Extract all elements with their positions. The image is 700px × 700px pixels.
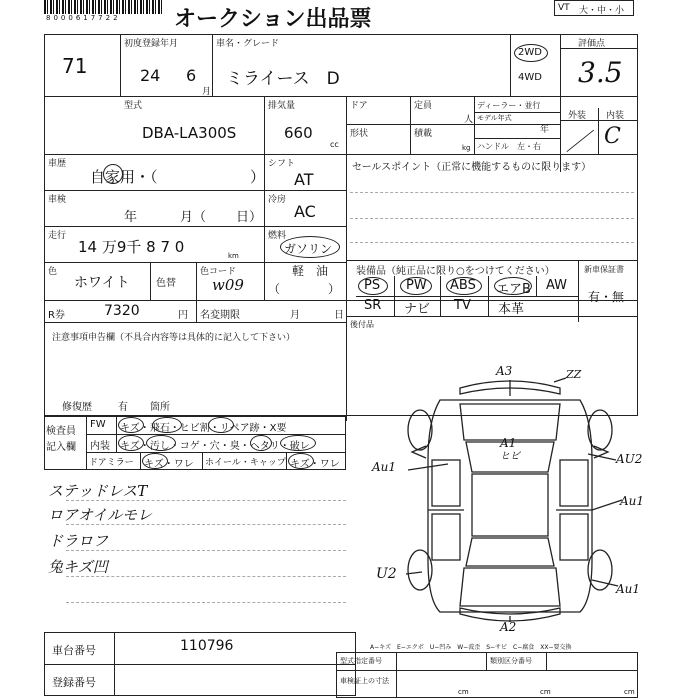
mark-right-lower: Au1 (616, 582, 641, 596)
grade-ext-label: 外装 (568, 111, 587, 121)
drive-4wd: 4WD (518, 72, 542, 83)
shift-label: シフト (268, 159, 296, 169)
fw-chip-circle (152, 417, 182, 433)
wheel-scratch-circle (288, 453, 314, 469)
repair-count: 箇所 (150, 402, 170, 413)
model-name: ミライース D (226, 69, 340, 89)
dimension-cm-1: cm (458, 688, 469, 696)
equip-ps: PS (364, 278, 381, 293)
dimension-cm-2: cm (540, 688, 551, 696)
handwritten-note-4: 兔キズ凹 (48, 558, 108, 576)
aircon-label: 冷房 (268, 195, 287, 205)
page-title: オークション出品票 (174, 7, 372, 32)
shape-label: 形状 (350, 129, 369, 139)
door-label: ドア (350, 101, 368, 111)
equip-aw: AW (546, 278, 568, 293)
inspector-label-top: 検査員 (46, 426, 76, 437)
size-options: 大・中・小 (579, 6, 625, 16)
name-change-label: 名変期限 (200, 310, 240, 321)
dimension-cm-3: cm (624, 688, 635, 696)
inspection-month: 月（ (180, 210, 207, 225)
score-value: 3.5 (578, 56, 623, 89)
equip-airbag: エアB (496, 282, 531, 297)
mirror-scratch-circle (142, 453, 168, 469)
mark-bottom: A2 (500, 620, 517, 634)
type-value: DBA-LA300S (142, 124, 237, 142)
damage-legend: A−キズ E−エクボ U−凹み W−波歪 S−サビ C−腐食 XX−要交換 (370, 644, 572, 651)
manufacturer-label: 型式指定番号 (340, 657, 382, 665)
sales-point-label: セールスポイント（正常に機能するものに限ります） (352, 162, 592, 173)
grade-int-label: 内装 (606, 111, 625, 121)
mark-hood: A1 (500, 436, 517, 450)
recycle-unit: 円 (178, 310, 188, 321)
registration-label: 初度登録年月 (124, 39, 179, 49)
mark-right-mid: Au1 (620, 494, 645, 508)
recycle-value: 7320 (104, 303, 140, 319)
registration-month-unit: 月 (202, 87, 212, 97)
fuel-gasoline: ガソリン (284, 242, 333, 256)
recycle-label: R券 (48, 310, 65, 321)
barcode (44, 0, 164, 22)
dimension-label: 車検証上の寸法 (340, 677, 389, 685)
after-market-label: 後付品 (350, 320, 374, 329)
inspector-mirror-key: ドアミラー (89, 458, 134, 468)
name-change-month: 月 (290, 310, 300, 321)
new-warranty-value: 有・無 (588, 290, 625, 304)
interior-scratch-circle (118, 435, 144, 451)
grade-int-value: C (604, 124, 621, 149)
mark-windshield: ヒビ (500, 451, 520, 462)
registration-year: 24 (140, 66, 161, 85)
mark-top: A3 (496, 364, 513, 378)
displacement-label: 排気量 (268, 101, 296, 111)
handle-label: ハンドル 左・右 (477, 142, 541, 151)
equip-pw-circle (400, 277, 432, 295)
inspector-mirror-text: キズ・ワレ (144, 459, 194, 470)
history-label: 車歴 (48, 159, 67, 169)
repair-label: 修復歴 (62, 402, 92, 413)
equip-abs-circle (446, 277, 482, 295)
mark-right-upper: AU2 (616, 452, 643, 466)
fuel-paren: （ ） (268, 282, 341, 296)
color-code-value: w09 (212, 276, 244, 294)
interior-wear-circle (280, 435, 316, 451)
fuel-diesel: 軽 油 (292, 264, 329, 278)
displacement-value: 660 (284, 124, 313, 142)
fw-scratch-circle (118, 417, 144, 433)
barcode-digits: 8000617722 (46, 14, 121, 22)
lot-number: 71 (62, 54, 88, 78)
equip-ps-circle (358, 277, 388, 295)
equip-airbag-circle (494, 277, 532, 295)
mark-left: Au1 (372, 460, 397, 474)
type-label: 型式 (124, 101, 143, 111)
repair-value: 有 (118, 402, 128, 413)
frame-number-value: 110796 (180, 638, 234, 654)
inspector-fw-text: キズ・飛石・ヒビ割・リペア跡・X要 (120, 423, 287, 434)
size-selector (554, 0, 634, 16)
model-year-unit: 年 (540, 125, 550, 135)
shift-value: AT (294, 170, 314, 189)
score-label: 評価点 (578, 39, 606, 49)
inspection-day: 日） (236, 210, 263, 225)
handwritten-note-2: ロアオイルモレ (48, 506, 153, 524)
registration-number-label: 登録番号 (52, 676, 96, 689)
inspector-interior-text: キズ・汚し・コゲ・穴・臭・ヘタリ・破レ (120, 441, 310, 452)
equip-abs: ABS (450, 278, 476, 293)
handwritten-note-1: ステッドレスT (48, 482, 148, 500)
capacity-label: 定員 (414, 101, 433, 111)
capacity-unit: 人 (464, 115, 474, 125)
registration-month: 6 (186, 66, 197, 85)
model-year-label: モデル年式 (477, 114, 512, 122)
equip-pw: PW (406, 278, 427, 293)
mileage-unit: km (228, 252, 239, 260)
fw-crack-circle (208, 417, 234, 433)
equip-tv: TV (454, 298, 471, 313)
history-circle (103, 164, 123, 184)
fuel-label: 燃料 (268, 231, 287, 241)
interior-dirt-circle (146, 435, 176, 451)
notes-label: 注意事項申告欄（不具合内容等は具体的に記入して下さい） (52, 333, 296, 343)
name-change-day: 日 (334, 310, 344, 321)
mark-top-right: ZZ (566, 368, 582, 381)
equip-sr: SR (364, 298, 382, 313)
color-code-label: 色コード (200, 267, 237, 277)
inspection-year: 年 (124, 210, 138, 225)
fuel-circle (280, 236, 340, 258)
car-damage-diagram (360, 360, 650, 640)
color-label: 色 (48, 267, 58, 277)
interior-smell-circle (250, 435, 272, 451)
color-value: ホワイト (74, 275, 130, 291)
history-close: ） (250, 168, 266, 186)
inspection-label: 車検 (48, 195, 67, 205)
drive-2wd: 2WD (518, 47, 542, 58)
frame-number-label: 車台番号 (52, 644, 96, 657)
equip-navi: ナビ (404, 302, 431, 317)
equip-leather: 本革 (498, 302, 525, 317)
grade-ext-value: ／ (566, 128, 590, 156)
inspector-interior-key: 内装 (90, 441, 110, 452)
dealer-label: ディーラー・並行 (477, 101, 541, 110)
equipment-label: 装備品（純正品に限り○をつけてください） (356, 266, 555, 277)
load-label: 積載 (414, 129, 433, 139)
inspector-label-bottom: 記入欄 (46, 442, 76, 453)
model-label: 車名・グレード (216, 39, 280, 49)
inspector-wheel-key: ホイール・キャップ (205, 458, 286, 468)
inspector-fw-key: FW (90, 419, 106, 430)
history-value: 自家用・（ (90, 168, 158, 186)
mileage-label: 走行 (48, 231, 67, 241)
size-label: VT (558, 3, 570, 13)
color-change-label: 色替 (156, 278, 176, 289)
handwritten-note-3: ドラロフ (48, 532, 109, 550)
category-label: 類別区分番号 (490, 657, 532, 665)
load-unit: kg (462, 144, 471, 152)
sheet-frame (44, 34, 638, 416)
new-warranty-label: 新車保証書 (584, 265, 624, 274)
displacement-unit: cc (330, 140, 339, 149)
inspector-wheel-text: キズ・ワレ (290, 459, 340, 470)
mark-left-lower: U2 (376, 566, 397, 582)
mileage-value: 14 万9千 8 7 0 (78, 238, 185, 256)
aircon-value: AC (294, 202, 316, 221)
